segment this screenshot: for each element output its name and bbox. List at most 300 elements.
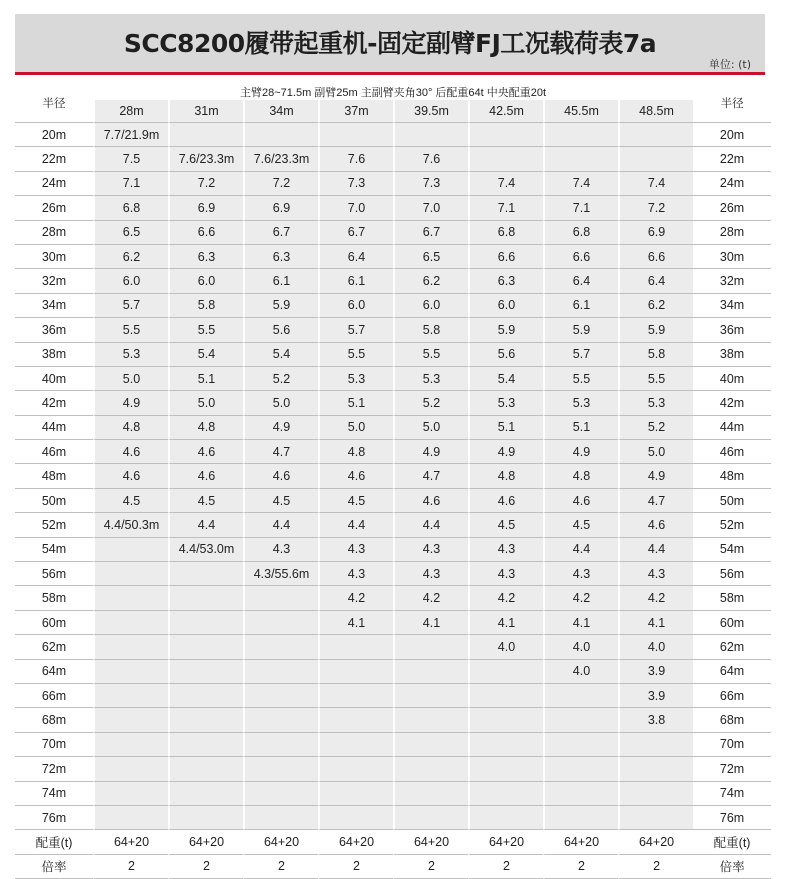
load-value-cell (393, 757, 468, 781)
radius-label-left: 38m (15, 343, 93, 367)
load-value-cell: 5.3 (318, 367, 393, 391)
load-value-cell: 4.7 (618, 489, 693, 513)
footer-value-cell: 2 (468, 855, 543, 879)
load-value-cell: 4.4 (243, 513, 318, 537)
radius-label-right: 36m (693, 318, 771, 342)
footer-value-cell: 64+20 (93, 830, 168, 854)
load-value-cell: 4.4/53.0m (168, 538, 243, 562)
load-value-cell (393, 635, 468, 659)
radius-label-right: 38m (693, 343, 771, 367)
load-value-cell (318, 684, 393, 708)
load-value-cell (468, 708, 543, 732)
load-value-cell: 4.2 (468, 586, 543, 610)
load-value-cell: 6.1 (543, 294, 618, 318)
load-value-cell: 4.9 (93, 391, 168, 415)
radius-label-left: 24m (15, 172, 93, 196)
load-value-cell: 4.4/50.3m (93, 513, 168, 537)
load-value-cell (543, 708, 618, 732)
load-value-cell: 7.4 (543, 172, 618, 196)
load-value-cell (243, 586, 318, 610)
footer-value-cell: 2 (93, 855, 168, 879)
radius-label-right: 58m (693, 586, 771, 610)
footer-label-left: 倍率 (15, 855, 93, 879)
radius-label-left: 26m (15, 196, 93, 220)
radius-label-left: 70m (15, 733, 93, 757)
load-value-cell (243, 660, 318, 684)
load-value-cell: 5.3 (543, 391, 618, 415)
load-value-cell: 5.5 (93, 318, 168, 342)
load-value-cell: 6.4 (318, 245, 393, 269)
load-value-cell (243, 684, 318, 708)
load-value-cell: 6.1 (318, 269, 393, 293)
load-value-cell (93, 611, 168, 635)
load-value-cell: 5.7 (93, 294, 168, 318)
radius-label-right: 74m (693, 782, 771, 806)
load-value-cell (168, 708, 243, 732)
load-value-cell: 5.3 (468, 391, 543, 415)
load-value-cell (468, 782, 543, 806)
radius-label-left: 46m (15, 440, 93, 464)
radius-label-left: 58m (15, 586, 93, 610)
load-value-cell (318, 757, 393, 781)
load-value-cell: 7.1 (468, 196, 543, 220)
load-value-cell: 5.5 (318, 343, 393, 367)
load-value-cell: 6.0 (468, 294, 543, 318)
load-value-cell (93, 635, 168, 659)
table-row (15, 806, 771, 830)
radius-label-left: 54m (15, 538, 93, 562)
load-value-cell: 6.8 (543, 221, 618, 245)
radius-label-left: 50m (15, 489, 93, 513)
load-value-cell: 4.5 (543, 513, 618, 537)
radius-label-right: 64m (693, 660, 771, 684)
radius-label-right: 52m (693, 513, 771, 537)
radius-label-left: 52m (15, 513, 93, 537)
load-value-cell: 5.0 (618, 440, 693, 464)
load-value-cell (168, 684, 243, 708)
load-value-cell: 6.2 (393, 269, 468, 293)
load-value-cell: 4.5 (318, 489, 393, 513)
load-value-cell (93, 757, 168, 781)
radius-label-right: 46m (693, 440, 771, 464)
load-value-cell: 4.5 (243, 489, 318, 513)
load-value-cell: 4.6 (468, 489, 543, 513)
table-row (15, 538, 771, 562)
radius-label-left: 66m (15, 684, 93, 708)
load-value-cell: 7.1 (543, 196, 618, 220)
load-value-cell (468, 733, 543, 757)
load-value-cell: 4.1 (618, 611, 693, 635)
footer-value-cell: 64+20 (393, 830, 468, 854)
load-value-cell: 5.1 (468, 416, 543, 440)
load-value-cell (168, 782, 243, 806)
load-value-cell: 7.4 (618, 172, 693, 196)
load-value-cell: 5.9 (543, 318, 618, 342)
load-value-cell: 7.2 (618, 196, 693, 220)
load-value-cell: 5.3 (93, 343, 168, 367)
load-value-cell (468, 123, 543, 147)
load-value-cell: 4.4 (168, 513, 243, 537)
load-value-cell: 6.6 (543, 245, 618, 269)
load-value-cell (618, 806, 693, 830)
radius-label-right: 54m (693, 538, 771, 562)
load-value-cell (243, 806, 318, 830)
load-value-cell: 3.9 (618, 684, 693, 708)
load-value-cell: 6.4 (543, 269, 618, 293)
load-value-cell (243, 757, 318, 781)
load-value-cell: 5.4 (168, 343, 243, 367)
load-value-cell (243, 782, 318, 806)
load-value-cell (393, 733, 468, 757)
load-value-cell (393, 660, 468, 684)
load-value-cell (543, 782, 618, 806)
load-value-cell (393, 123, 468, 147)
load-value-cell: 4.6 (168, 440, 243, 464)
load-value-cell (168, 733, 243, 757)
unit-label: 单位: (t) (708, 58, 751, 71)
table-row (15, 318, 771, 342)
load-value-cell: 6.0 (318, 294, 393, 318)
radius-label-left: 68m (15, 708, 93, 732)
load-value-cell: 4.2 (618, 586, 693, 610)
load-value-cell: 4.9 (543, 440, 618, 464)
load-value-cell (243, 733, 318, 757)
load-value-cell (468, 660, 543, 684)
load-value-cell: 4.6 (618, 513, 693, 537)
load-value-cell: 7.0 (318, 196, 393, 220)
load-value-cell: 7.6 (318, 147, 393, 171)
load-value-cell: 4.1 (543, 611, 618, 635)
load-value-cell: 7.2 (168, 172, 243, 196)
load-value-cell: 5.1 (318, 391, 393, 415)
boom-length-header: 31m (168, 100, 243, 123)
table-row (15, 416, 771, 440)
load-value-cell (543, 147, 618, 171)
footer-label-right: 倍率 (693, 855, 771, 879)
footer-value-cell: 64+20 (243, 830, 318, 854)
load-value-cell: 4.0 (618, 635, 693, 659)
load-value-cell: 5.9 (618, 318, 693, 342)
load-value-cell: 5.0 (168, 391, 243, 415)
load-value-cell: 4.6 (93, 464, 168, 488)
condition-line: 主臂28~71.5m 副臂25m 主副臂夹角30° 后配重64t 中央配重20t (93, 84, 693, 100)
load-value-cell: 5.6 (468, 343, 543, 367)
load-value-cell (93, 708, 168, 732)
load-value-cell: 6.3 (243, 245, 318, 269)
load-value-cell: 4.9 (618, 464, 693, 488)
table-row (15, 245, 771, 269)
load-value-cell: 4.6 (393, 489, 468, 513)
load-value-cell: 6.6 (468, 245, 543, 269)
radius-label-right: 66m (693, 684, 771, 708)
load-value-cell: 7.6/23.3m (243, 147, 318, 171)
radius-label-right: 62m (693, 635, 771, 659)
load-value-cell (243, 123, 318, 147)
load-value-cell (393, 708, 468, 732)
boom-length-header: 39.5m (393, 100, 468, 123)
load-value-cell: 6.5 (393, 245, 468, 269)
radius-label-right: 34m (693, 294, 771, 318)
load-value-cell (468, 806, 543, 830)
load-value-cell: 5.2 (393, 391, 468, 415)
load-value-cell: 6.8 (93, 196, 168, 220)
load-value-cell: 5.5 (618, 367, 693, 391)
radius-header-left: 半径 (15, 84, 93, 123)
load-value-cell: 4.1 (318, 611, 393, 635)
load-value-cell: 5.4 (468, 367, 543, 391)
load-value-cell: 6.9 (168, 196, 243, 220)
load-value-cell: 6.7 (243, 221, 318, 245)
radius-label-right: 70m (693, 733, 771, 757)
table-row (15, 586, 771, 610)
load-value-cell: 5.3 (393, 367, 468, 391)
load-value-cell (543, 684, 618, 708)
radius-label-left: 48m (15, 464, 93, 488)
radius-label-left: 30m (15, 245, 93, 269)
footer-value-cell: 64+20 (543, 830, 618, 854)
table-row (15, 660, 771, 684)
load-value-cell: 4.3 (243, 538, 318, 562)
load-value-cell: 7.3 (318, 172, 393, 196)
table-row (15, 489, 771, 513)
load-value-cell: 5.5 (393, 343, 468, 367)
table-row (15, 391, 771, 415)
load-value-cell: 5.5 (543, 367, 618, 391)
load-value-cell: 4.6 (243, 464, 318, 488)
load-value-cell (243, 611, 318, 635)
load-value-cell: 4.4 (543, 538, 618, 562)
load-value-cell: 4.3 (468, 538, 543, 562)
footer-value-cell: 64+20 (318, 830, 393, 854)
load-value-cell (93, 782, 168, 806)
load-value-cell: 4.0 (543, 660, 618, 684)
load-value-cell (318, 806, 393, 830)
load-value-cell: 4.5 (93, 489, 168, 513)
load-value-cell: 4.5 (168, 489, 243, 513)
boom-length-header: 42.5m (468, 100, 543, 123)
load-value-cell: 5.1 (543, 416, 618, 440)
load-value-cell: 5.2 (618, 416, 693, 440)
radius-label-right: 32m (693, 269, 771, 293)
load-value-cell: 6.7 (393, 221, 468, 245)
table-row (15, 294, 771, 318)
title-bar (15, 14, 765, 75)
radius-label-right: 48m (693, 464, 771, 488)
table-row (15, 562, 771, 586)
load-value-cell: 4.3 (543, 562, 618, 586)
table-row (15, 269, 771, 293)
boom-length-row (15, 100, 771, 123)
load-value-cell (93, 562, 168, 586)
load-value-cell (93, 684, 168, 708)
radius-label-left: 28m (15, 221, 93, 245)
load-value-cell (543, 757, 618, 781)
load-value-cell: 7.0 (393, 196, 468, 220)
table-row (15, 757, 771, 781)
load-value-cell (618, 782, 693, 806)
load-value-cell: 6.6 (618, 245, 693, 269)
load-value-cell (168, 660, 243, 684)
load-value-cell (468, 147, 543, 171)
load-value-cell: 7.4 (468, 172, 543, 196)
load-value-cell: 3.8 (618, 708, 693, 732)
footer-value-cell: 2 (618, 855, 693, 879)
footer-value-cell: 2 (168, 855, 243, 879)
load-value-cell: 6.5 (93, 221, 168, 245)
load-value-cell: 5.0 (393, 416, 468, 440)
table-row (15, 221, 771, 245)
load-value-cell: 6.1 (243, 269, 318, 293)
load-value-cell: 4.6 (93, 440, 168, 464)
load-value-cell (543, 733, 618, 757)
load-value-cell: 4.4 (393, 513, 468, 537)
load-value-cell: 4.8 (468, 464, 543, 488)
load-value-cell (168, 806, 243, 830)
load-value-cell: 7.5 (93, 147, 168, 171)
load-value-cell (393, 806, 468, 830)
load-value-cell: 5.6 (243, 318, 318, 342)
radius-label-left: 44m (15, 416, 93, 440)
table-row (15, 513, 771, 537)
load-value-cell: 4.8 (93, 416, 168, 440)
load-value-cell: 4.9 (393, 440, 468, 464)
load-value-cell (168, 635, 243, 659)
load-value-cell (318, 123, 393, 147)
load-value-cell: 5.8 (393, 318, 468, 342)
load-value-cell: 4.3 (318, 538, 393, 562)
radius-label-right: 20m (693, 123, 771, 147)
load-value-cell (243, 708, 318, 732)
load-value-cell (93, 733, 168, 757)
load-value-cell: 5.8 (168, 294, 243, 318)
load-value-cell: 7.1 (93, 172, 168, 196)
radius-label-left: 42m (15, 391, 93, 415)
load-value-cell: 4.3 (468, 562, 543, 586)
radius-label-left: 62m (15, 635, 93, 659)
load-value-cell: 6.3 (168, 245, 243, 269)
table-row (15, 367, 771, 391)
load-value-cell: 4.4 (618, 538, 693, 562)
radius-label-right: 68m (693, 708, 771, 732)
load-value-cell: 4.3 (393, 562, 468, 586)
footer-row (15, 855, 771, 879)
table-row (15, 440, 771, 464)
load-value-cell (93, 586, 168, 610)
boom-length-header: 37m (318, 100, 393, 123)
footer-row (15, 830, 771, 854)
load-value-cell (468, 757, 543, 781)
radius-label-right: 76m (693, 806, 771, 830)
load-value-cell (93, 538, 168, 562)
table-row (15, 684, 771, 708)
footer-label-left: 配重(t) (15, 830, 93, 854)
load-value-cell: 4.1 (468, 611, 543, 635)
load-value-cell (93, 806, 168, 830)
radius-label-right: 26m (693, 196, 771, 220)
load-value-cell: 5.3 (618, 391, 693, 415)
table-row (15, 611, 771, 635)
load-value-cell (543, 806, 618, 830)
table-row (15, 464, 771, 488)
page-title: SCC8200履带起重机-固定副臂FJ工况载荷表7a (123, 29, 657, 58)
table-row (15, 196, 771, 220)
load-value-cell (168, 757, 243, 781)
boom-length-header: 28m (93, 100, 168, 123)
load-value-cell: 6.0 (93, 269, 168, 293)
load-value-cell (618, 757, 693, 781)
radius-header-right: 半径 (693, 84, 771, 123)
radius-label-left: 36m (15, 318, 93, 342)
load-value-cell (618, 733, 693, 757)
table-row (15, 343, 771, 367)
load-value-cell: 5.1 (168, 367, 243, 391)
radius-label-right: 28m (693, 221, 771, 245)
load-value-cell (318, 635, 393, 659)
load-value-cell: 3.9 (618, 660, 693, 684)
radius-label-right: 30m (693, 245, 771, 269)
load-value-cell: 6.2 (618, 294, 693, 318)
radius-label-right: 44m (693, 416, 771, 440)
radius-label-left: 74m (15, 782, 93, 806)
load-value-cell (168, 562, 243, 586)
radius-label-left: 64m (15, 660, 93, 684)
load-value-cell (543, 123, 618, 147)
footer-value-cell: 2 (393, 855, 468, 879)
load-value-cell: 4.0 (543, 635, 618, 659)
load-value-cell (168, 586, 243, 610)
radius-label-left: 76m (15, 806, 93, 830)
load-value-cell: 6.3 (468, 269, 543, 293)
radius-label-left: 32m (15, 269, 93, 293)
load-value-cell: 5.5 (168, 318, 243, 342)
load-value-cell: 4.1 (393, 611, 468, 635)
table-row (15, 147, 771, 171)
load-value-cell: 6.6 (168, 221, 243, 245)
radius-label-right: 50m (693, 489, 771, 513)
load-value-cell: 6.7 (318, 221, 393, 245)
load-value-cell: 4.7 (243, 440, 318, 464)
radius-label-left: 34m (15, 294, 93, 318)
load-value-cell: 5.7 (543, 343, 618, 367)
radius-label-left: 72m (15, 757, 93, 781)
boom-length-header: 48.5m (618, 100, 693, 123)
table-row (15, 782, 771, 806)
load-value-cell: 4.3 (618, 562, 693, 586)
load-value-cell: 5.8 (618, 343, 693, 367)
radius-label-left: 60m (15, 611, 93, 635)
table-row (15, 733, 771, 757)
footer-value-cell: 2 (243, 855, 318, 879)
load-value-cell (318, 660, 393, 684)
load-value-cell: 4.8 (318, 440, 393, 464)
load-value-cell: 5.7 (318, 318, 393, 342)
load-value-cell: 4.3/55.6m (243, 562, 318, 586)
load-value-cell: 4.8 (543, 464, 618, 488)
load-value-cell: 6.0 (393, 294, 468, 318)
radius-label-right: 40m (693, 367, 771, 391)
load-value-cell: 7.6/23.3m (168, 147, 243, 171)
load-value-cell: 4.3 (393, 538, 468, 562)
footer-value-cell: 64+20 (618, 830, 693, 854)
load-value-cell: 6.9 (243, 196, 318, 220)
radius-label-right: 22m (693, 147, 771, 171)
load-value-cell: 4.2 (543, 586, 618, 610)
load-value-cell: 4.6 (543, 489, 618, 513)
footer-value-cell: 2 (318, 855, 393, 879)
radius-label-left: 22m (15, 147, 93, 171)
load-value-cell (468, 684, 543, 708)
table-row (15, 708, 771, 732)
